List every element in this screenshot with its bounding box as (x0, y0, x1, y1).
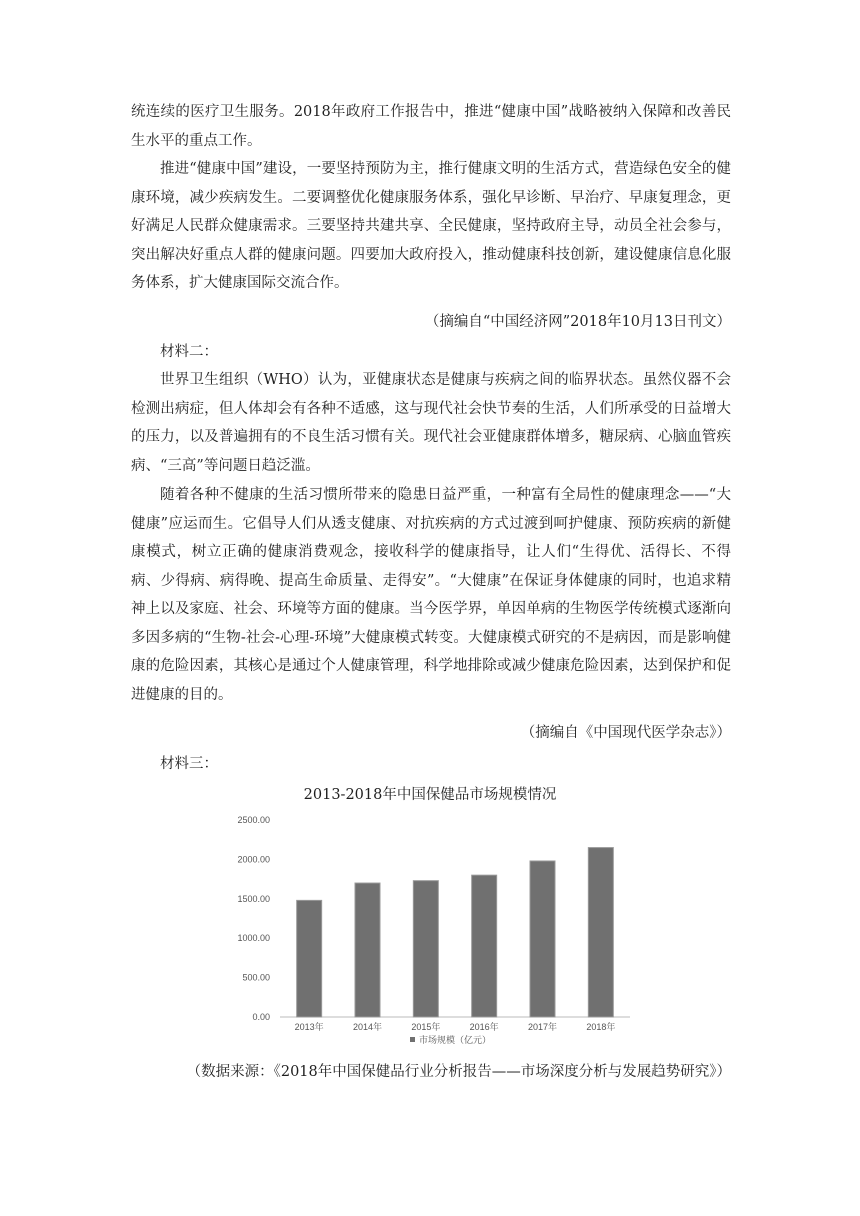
data-source-note-text: （数据来源：《2018年中国保健品行业分析报告——市场深度分析与发展趋势研究》） (186, 1064, 731, 1080)
legend-label: 市场规模（亿元） (419, 1035, 492, 1044)
paragraph-4-text: 随着各种不健康的生活习惯所带来的隐患日益严重，一种富有全局性的健康理念——“大健康”应运而生。它倡导人们从透支健康、对抗疾病的方式过渡到呵护健康、预防疾病的新健康模式，树立正确的健康消费观念，接收科学的健康指导，让人们“生得优、活得长、不得病、少得病、病得晚、提高生命质量、走得安”。“大健康”在保证身体健康的同时，也追求精神上以及家庭、社会、环境等方面的健康。当今医学界，单因单病的生物医学传统模式逐渐向多因多病的“生物-社会-心理-环境”大健康模式转变。大健康模式研究的不是病因，而是影响健康的危险因素，其核心是通过个人健康管理，科学地排除或减少健康危险因素，达到保护和促进健康的目的。 (131, 487, 731, 703)
y-tick-label: 0.00 (252, 1012, 270, 1022)
paragraph-4 (131, 481, 731, 709)
material-3-heading (131, 750, 731, 779)
paragraph-2 (131, 155, 731, 298)
bar-2013年 (297, 900, 322, 1017)
material-2-heading (131, 338, 731, 367)
paragraph-3-text: 世界卫生组织（WHO）认为，亚健康状态是健康与疾病之间的临界状态。虽然仪器不会检测出病症，但人体却会有各种不适感，这与现代社会快节奏的生活，人们所承受的日益增大的压力，以及普遍拥有的不良生活习惯有关。现代社会亚健康群体增多，糖尿病、心脑血管疾病、“三高”等问题日趋泛滥。 (131, 372, 731, 474)
paragraph-3 (131, 366, 731, 480)
y-tick-label: 2500.00 (237, 815, 270, 825)
data-source-note (131, 1058, 731, 1087)
x-tick-label: 2017年 (527, 1022, 558, 1032)
source-citation-1-text: （摘编自“中国经济网”2018年10月13日刊文） (424, 314, 731, 330)
legend-swatch (410, 1037, 415, 1042)
market-size-bar-chart (220, 806, 640, 1044)
x-tick-label: 2014年 (352, 1022, 383, 1032)
y-tick-label: 2000.00 (237, 854, 270, 865)
bar-2015年 (413, 881, 438, 1017)
x-tick-label: 2018年 (586, 1022, 616, 1032)
chart-title: 2013-2018年中国保健品市场规模情况 (303, 787, 557, 803)
y-tick-label: 1000.00 (237, 933, 270, 944)
y-tick-label: 1500.00 (237, 893, 270, 904)
y-tick-label: 500.00 (242, 972, 270, 983)
source-citation-2-text: （摘编自《中国现代医学杂志》） (520, 725, 731, 741)
x-tick-label: 2015年 (411, 1022, 441, 1032)
paragraph-1-text: 统连续的医疗卫生服务。2018年政府工作报告中，推进“健康中国”战略被纳入保障和改善民生水平的重点工作。 (131, 104, 731, 149)
bar-2018年 (588, 848, 613, 1017)
material-3-label: 材料三： (160, 756, 218, 772)
material-2-label: 材料二： (160, 344, 218, 360)
x-tick-label: 2016年 (469, 1022, 499, 1032)
x-tick-label: 2013年 (294, 1022, 324, 1032)
bar-2017年 (530, 861, 555, 1017)
bar-2014年 (355, 883, 380, 1017)
source-citation-1 (131, 308, 731, 337)
bar-2016年 (472, 875, 497, 1017)
source-citation-2 (131, 719, 731, 748)
paragraph-1 (131, 98, 731, 155)
paragraph-2-text: 推进“健康中国”建设，一要坚持预防为主，推行健康文明的生活方式，营造绿色安全的健康环境，减少疾病发生。二要调整优化健康服务体系，强化早诊断、早治疗、早康复理念，更好满足人民群众健康需求。三要坚持共建共享、全民健康，坚持政府主导，动员全社会参与，突出解决好重点人群的健康问题。四要加大政府投入，推动健康科技创新，建设健康信息化服务体系，扩大健康国际交流合作。 (131, 161, 731, 291)
